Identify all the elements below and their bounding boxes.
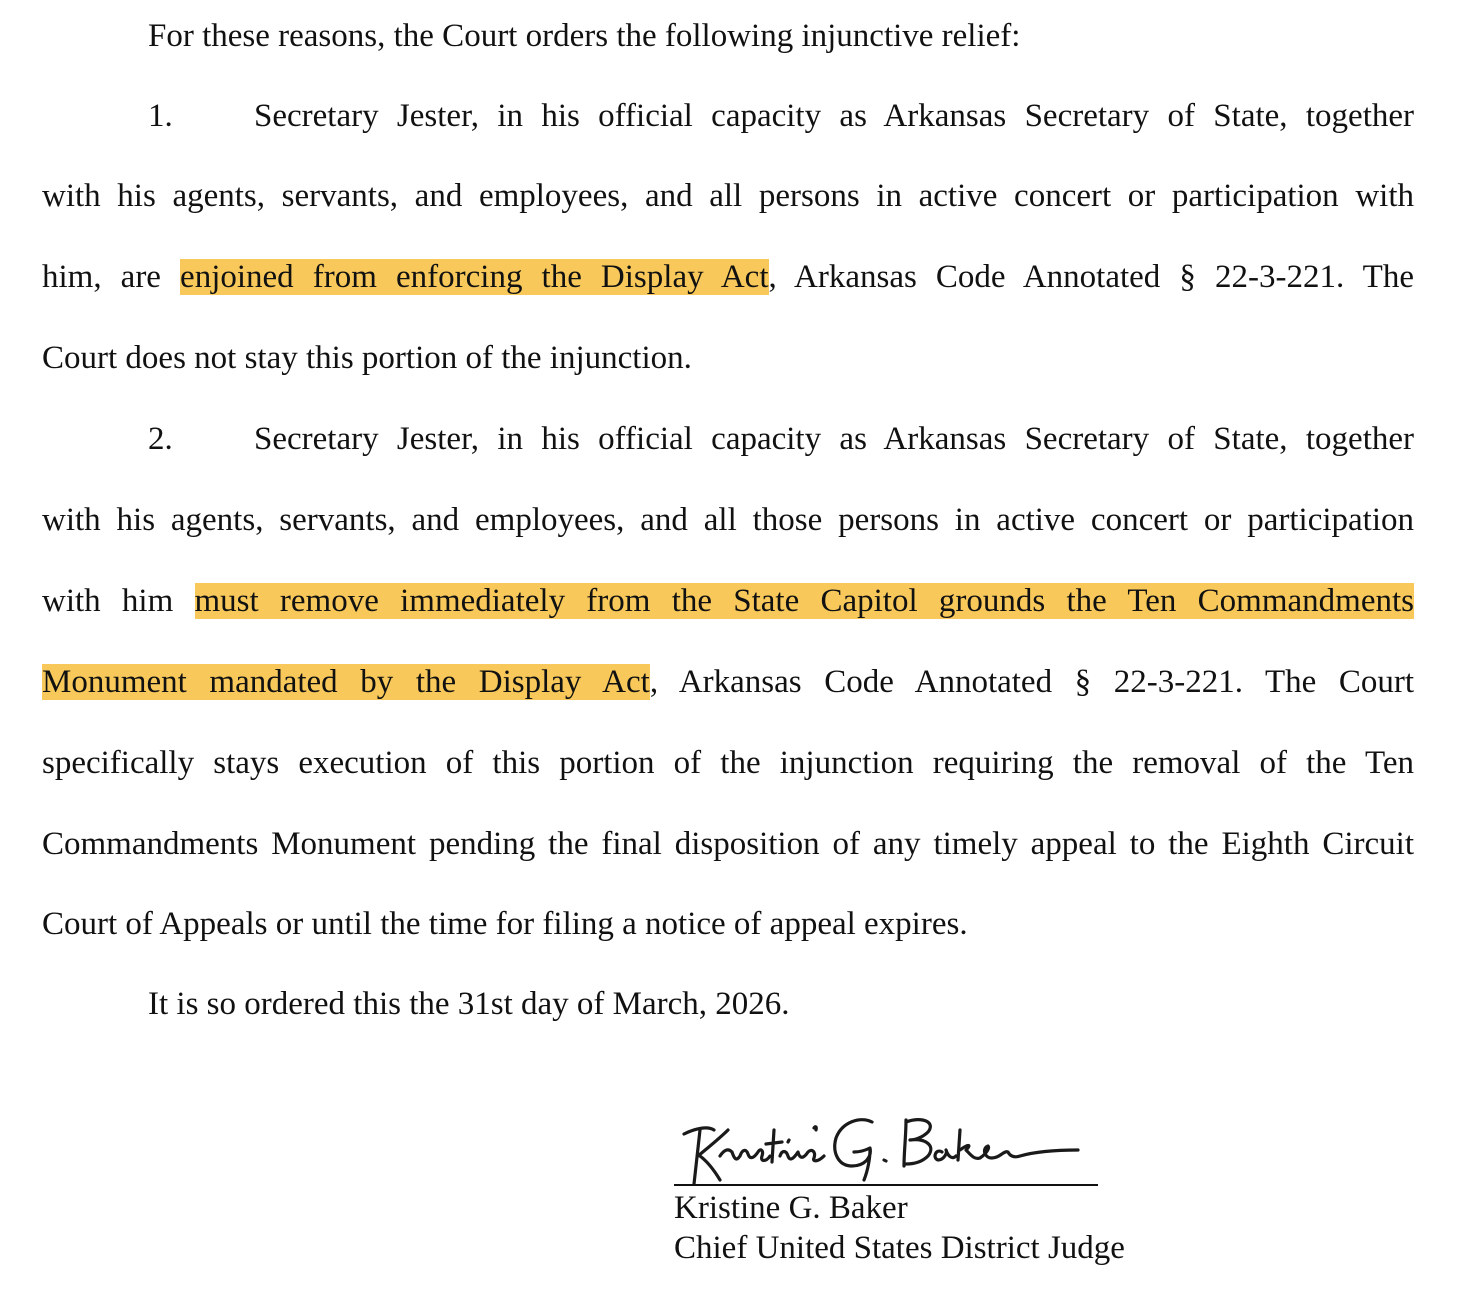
signature-line: [674, 1184, 1098, 1186]
item2-number: 2.: [148, 421, 173, 457]
item2-highlight-part1: must remove immediately from the State Capitol grounds the Ten Commandments: [194, 583, 1414, 619]
item1-line1-text: Secretary Jester, in his official capacity as Arkansas Secretary of State, together: [254, 98, 1414, 134]
item1-line1: [148, 96, 1414, 136]
item2-line3-pre: with him: [42, 583, 195, 619]
item2-line4: [42, 662, 1414, 702]
item2-highlight-part2: Monument mandated by the Display Act: [42, 664, 650, 700]
item1-line4: Court does not stay this portion of the injunction.: [42, 340, 692, 376]
item2-line5: specifically stays execution of this portion of the injunction requiring the removal of the Ten: [42, 745, 1414, 781]
intro-paragraph: For these reasons, the Court orders the following injunctive relief:: [148, 18, 1021, 54]
item1-highlight: enjoined from enforcing the Display Act: [180, 259, 769, 295]
closing-paragraph: It is so ordered this the 31st day of March, 2026.: [148, 986, 790, 1022]
handwritten-signature: [674, 1100, 1094, 1190]
item1-line2: with his agents, servants, and employees, and all persons in active concert or participation with: [42, 178, 1414, 214]
item2-line2: with his agents, servants, and employees, and all those persons in active concert or participation: [42, 502, 1414, 538]
item1-line3-post: , Arkansas Code Annotated § 22-3-221. The: [768, 259, 1414, 295]
item2-line6: Commandments Monument pending the final disposition of any timely appeal to the Eighth Circuit: [42, 826, 1414, 862]
judge-title: Chief United States District Judge: [674, 1230, 1125, 1266]
item2-line1: [148, 419, 1414, 459]
item1-number: 1.: [148, 98, 173, 134]
item1-line3-pre: him, are: [42, 259, 181, 295]
item1-line3: [42, 257, 1414, 297]
item2-line7: Court of Appeals or until the time for filing a notice of appeal expires.: [42, 906, 968, 942]
item2-line4-post: , Arkansas Code Annotated § 22-3-221. The Court: [649, 664, 1415, 700]
item2-line1-text: Secretary Jester, in his official capacity as Arkansas Secretary of State, together: [254, 421, 1414, 457]
judge-name: Kristine G. Baker: [674, 1190, 908, 1226]
signature-block: [674, 1100, 1154, 1280]
item2-line3: [42, 581, 1414, 621]
